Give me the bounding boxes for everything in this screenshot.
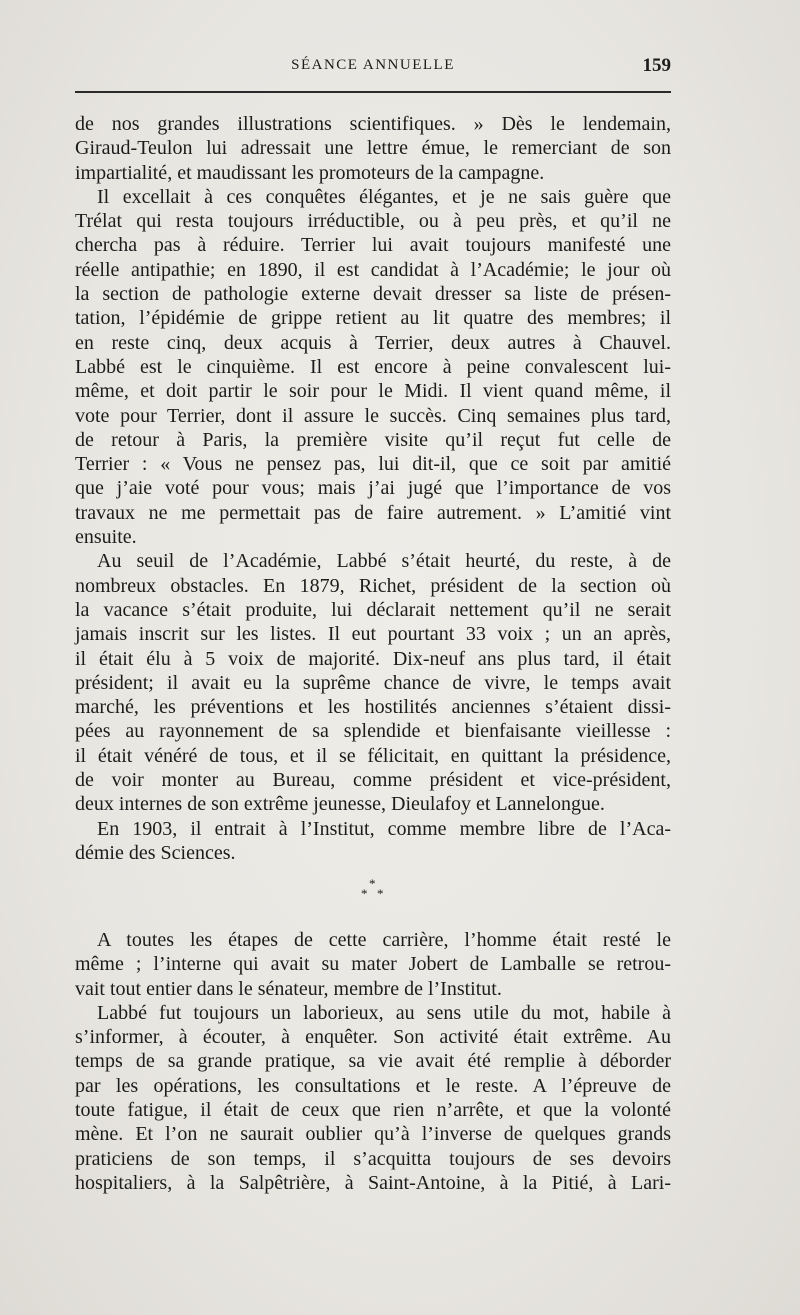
text-line: par les opérations, les consultations et le reste. A l’épreuve de — [75, 1074, 671, 1097]
text-line: de nos grandes illustrations scientifiques. » Dès le lendemain, — [75, 113, 671, 135]
text-line: nombreux obstacles. En 1879, Richet, président de la section où — [75, 574, 671, 597]
text-line: la vacance s’était produite, lui déclarait nettement qu’il ne serait — [75, 598, 671, 621]
text-line: toute fatigue, il était de ceux que rien n’arrête, et que la volonté — [75, 1099, 671, 1122]
text-line: de retour à Paris, la première visite qu’il reçut fut celle de — [75, 428, 671, 451]
text-line: hospitaliers, à la Salpêtrière, à Saint-Antoine, à la Pitié, à Lari- — [75, 1171, 671, 1194]
text-line: mène. Et l’on ne saurait oublier qu’à l’inverse de quelques grands — [75, 1123, 671, 1146]
text-line: la section de pathologie externe devait dresser sa liste de présen- — [75, 283, 671, 306]
text-line: de voir monter au Bureau, comme président et vice-président, — [75, 769, 671, 792]
text-line: vote pour Terrier, dont il assure le succès. Cinq semaines plus tard, — [75, 404, 671, 427]
text-line: jamais inscrit sur les listes. Il eut pourtant 33 voix ; un an après, — [75, 623, 671, 646]
text-line: s’informer, à écouter, à enquêter. Son activité était extrême. Au — [75, 1026, 671, 1049]
running-head — [75, 55, 671, 77]
asterism-divider — [350, 876, 400, 906]
text-line: il était vénéré de tous, et il se félicitait, en quittant la présidence, — [75, 744, 671, 767]
body-text — [75, 112, 671, 865]
asterism-star: * — [377, 886, 384, 901]
text-line: praticiens de son temps, il s’acquitta toujours de ses devoirs — [75, 1147, 671, 1170]
text-line: Giraud-Teulon lui adressait une lettre émue, le remerciant de son — [75, 137, 671, 160]
text-line: réelle antipathie; en 1890, il est candidat à l’Académie; le jour où — [75, 258, 671, 281]
text-line: que j’aie voté pour vous; mais j’ai jugé que l’importance de vos — [75, 477, 671, 500]
text-line: ensuite. — [75, 526, 137, 549]
body-text-section-2 — [75, 928, 671, 1195]
text-line: il était élu à 5 voix de majorité. Dix-neuf ans plus tard, il était — [75, 647, 671, 670]
text-line: travaux ne me permettait pas de faire autrement. » L’amitié vint — [75, 501, 671, 524]
paragraph-start-line: A toutes les étapes de cette carrière, l’homme était resté le — [97, 929, 671, 951]
text-line: temps de sa grande pratique, sa vie avait été remplie à déborder — [75, 1050, 671, 1073]
text-line: Labbé est le cinquième. Il est encore à peine convalescent lui- — [75, 355, 671, 378]
text-line: chercha pas à réduire. Terrier lui avait toujours manifesté une — [75, 234, 671, 257]
text-line: vait tout entier dans le sénateur, membre de l’Institut. — [75, 977, 502, 1000]
asterism-star: * — [369, 876, 376, 891]
text-line: président; il avait eu la suprême chance de vivre, le temps avait — [75, 671, 671, 694]
asterism-star: * — [361, 886, 368, 901]
paragraph-start-line: Au seuil de l’Académie, Labbé s’était heurté, du reste, à de — [97, 550, 671, 573]
header-rule — [75, 91, 671, 93]
text-line: tation, l’épidémie de grippe retient au lit quatre des membres; il — [75, 307, 671, 330]
text-line: en reste cinq, deux acquis à Terrier, deux autres à Chauvel. — [75, 331, 671, 354]
text-line: Trélat qui resta toujours irréductible, ou à peu près, et qu’il ne — [75, 210, 671, 233]
paragraph-start-line: En 1903, il entrait à l’Institut, comme membre libre de l’Aca- — [97, 817, 671, 840]
page-number: 159 — [642, 55, 671, 76]
paragraph-start-line: Labbé fut toujours un laborieux, au sens utile du mot, habile à — [97, 1001, 671, 1024]
text-line: pées au rayonnement de sa splendide et bienfaisante vieillesse : — [75, 720, 671, 743]
paragraph-start-line: Il excellait à ces conquêtes élégantes, et je ne sais guère que — [97, 185, 671, 208]
running-title: SÉANCE ANNUELLE — [291, 57, 455, 73]
text-line: deux internes de son extrême jeunesse, Dieulafoy et Lannelongue. — [75, 793, 605, 816]
text-line: même ; l’interne qui avait su mater Jobert de Lamballe se retrou- — [75, 953, 671, 976]
text-line: marché, les préventions et les hostilités anciennes s’étaient dissi- — [75, 696, 671, 719]
text-line: démie des Sciences. — [75, 841, 236, 864]
text-line: même, et doit partir le soir pour le Midi. Il vient quand même, il — [75, 380, 671, 403]
text-line: impartialité, et maudissant les promoteurs de la campagne. — [75, 161, 545, 184]
text-line: Terrier : « Vous ne pensez pas, lui dit-il, que ce soit par amitié — [75, 453, 671, 476]
